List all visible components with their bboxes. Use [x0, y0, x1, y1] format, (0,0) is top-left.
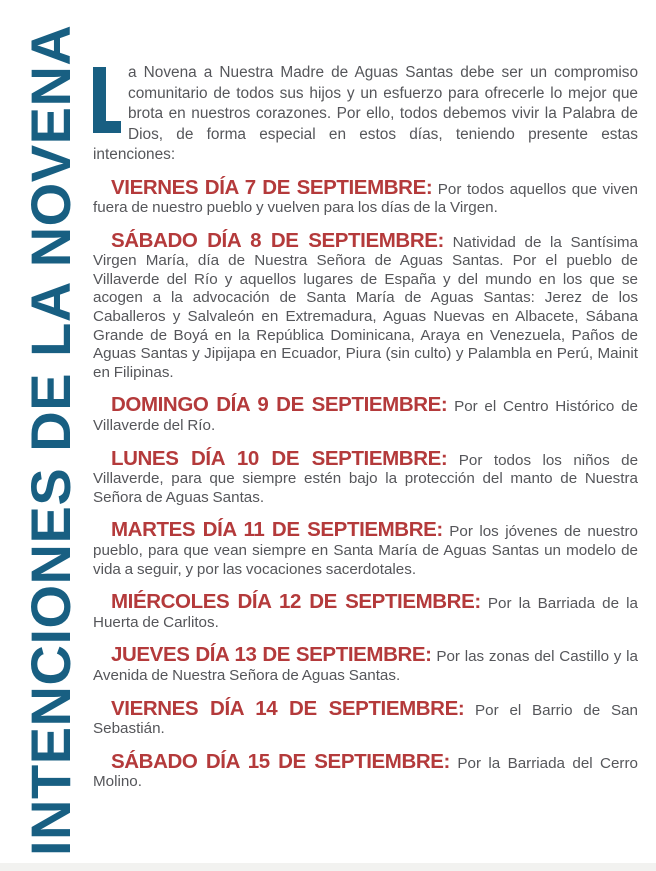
day-intention-text: Por los jóvenes de nuestro pueblo, para que vean siempre en Santa María de Aguas Santas un modelo de vida a seguir, y por las vocaciones sacerdotales.: [93, 523, 638, 578]
day-intention-text: Por la Barriada del Cerro Molino.: [93, 754, 638, 791]
novena-day-section: [93, 228, 638, 383]
drop-cap-L: [93, 67, 121, 133]
intro-text: a Novena a Nuestra Madre de Aguas Santas debe ser un compromiso comunitario de todos sus hijos y un esfuerzo para ofrecerle lo mejor que brota en nuestros corazones. Por ello, todos debemos vivir la Palabra de Dios, de forma especial en estos días, teniendo presente estas intenciones:: [93, 64, 638, 163]
day-intention-text: Por las zonas del Castillo y la Avenida de Nuestra Señora de Aguas Santas.: [93, 648, 638, 684]
novena-day-section: [93, 749, 638, 792]
day-intention-text: Por el Barrio de San Sebastián.: [93, 701, 638, 738]
novena-day-section: [93, 696, 638, 739]
vertical-page-title: INTENCIONES DE LA NOVENA: [19, 24, 82, 856]
day-intention-text: Por el Centro Histórico de Villaverde del Río.: [93, 398, 638, 435]
day-heading: JUEVES DÍA 13 DE SEPTIEMBRE:: [111, 643, 432, 667]
day-intention-text: Por todos los niños de Villaverde, para que siempre estén bajo la protección del manto de Nuestra Señora de Aguas Santas.: [93, 451, 639, 506]
novena-day-section: [93, 643, 638, 685]
day-heading: MARTES DÍA 11 DE SEPTIEMBRE:: [111, 518, 443, 542]
day-heading: DOMINGO DÍA 9 DE SEPTIEMBRE:: [111, 393, 448, 417]
day-heading: SÁBADO DÍA 15 DE SEPTIEMBRE:: [111, 749, 450, 773]
day-intention-text: Natividad de la Santísima Virgen María, día de Nuestra Señora de Aguas Santas. Por el pueblo de Villaverde del Río y aquellos lugares de España y del mundo en los que se acogen a la advocación de Santa María de Aguas Santas: Jerez de los Caballeros y Salvaleón en Extremadura, Aguas Nuevas en Albacete, Sábana Grande de Boyá en la República Dominicana, Araya en Venezuela, Paños de Aguas Santas y Jipijapa en Ecuador, Piura (sin culto) y Palambla en Perú, Mainit en Filipinas.: [93, 233, 638, 381]
novena-day-section: [93, 446, 639, 508]
day-heading: LUNES DÍA 10 DE SEPTIEMBRE:: [111, 446, 448, 470]
drop-cap-foot-bar: [93, 121, 121, 133]
day-heading: VIERNES DÍA 14 DE SEPTIEMBRE:: [111, 696, 465, 720]
intro-paragraph: [93, 63, 638, 166]
day-heading: SÁBADO DÍA 8 DE SEPTIEMBRE:: [111, 228, 444, 252]
novena-day-section: [93, 393, 638, 435]
day-heading: MIÉRCOLES DÍA 12 DE SEPTIEMBRE:: [111, 590, 481, 614]
novena-day-section: [93, 590, 638, 632]
page-edge: [0, 863, 656, 871]
content-column: [93, 63, 638, 806]
novena-day-section: [93, 175, 639, 218]
novena-days-list: [93, 175, 639, 792]
novena-day-section: [93, 518, 638, 579]
day-heading: VIERNES DÍA 7 DE SEPTIEMBRE:: [111, 175, 433, 199]
day-intention-text: Por todos aquellos que viven fuera de nuestro pueblo y vuelven para los días de la Virgen.: [93, 180, 639, 217]
day-intention-text: Por la Barriada de la Huerta de Carlitos.: [93, 595, 638, 631]
